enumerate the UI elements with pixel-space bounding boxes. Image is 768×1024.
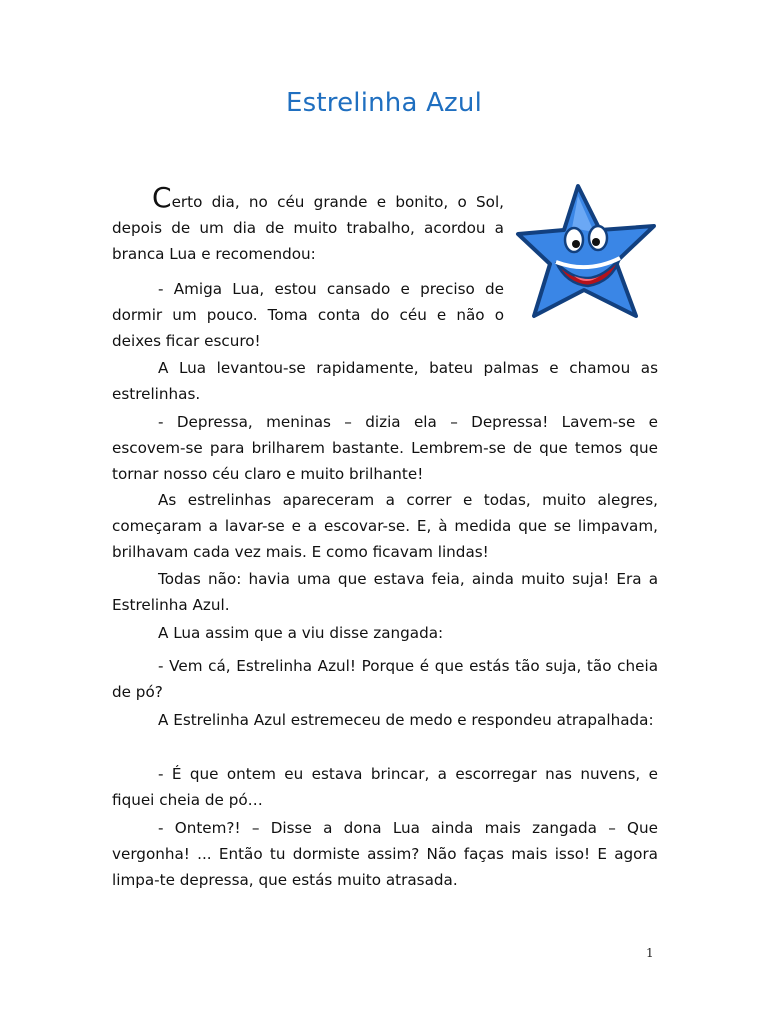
paragraph-7: A Lua assim que a viu disse zangada:: [158, 624, 444, 642]
paragraph-5: As estrelinhas apareceram a correr e todas, muito alegres, começaram a lavar-se e a escovar-se. E, à medida que se limpavam, brilhavam cada vez mais. E como ficavam lindas!: [112, 491, 658, 561]
paragraph-6: Todas não: havia uma que estava feia, ainda muito suja! Era a Estrelinha Azul.: [112, 570, 658, 614]
paragraph-3: A Lua levantou-se rapidamente, bateu palmas e chamou as estrelinhas.: [112, 359, 658, 403]
page-title: Estrelinha Azul: [285, 88, 483, 118]
paragraph-11: - Ontem?! – Disse a dona Lua ainda mais zangada – Que vergonha! ... Então tu dormiste assim? Não faças mais isso! E agora limpa-te depressa, que estás muito atrasada.: [112, 819, 658, 889]
paragraph-10: - É que ontem eu estava brincar, a escorregar nas nuvens, e fiquei cheia de pó…: [112, 765, 658, 809]
smiling-blue-star-icon: [512, 178, 662, 328]
paragraph-2: - Amiga Lua, estou cansado e preciso de dormir um pouco. Toma conta do céu e não o deixes ficar escuro!: [112, 280, 504, 350]
paragraph-4: - Depressa, meninas – dizia ela – Depressa! Lavem-se e escovem-se para brilharem bastante. Lembrem-se de que temos que tornar nosso céu claro e muito brilhante!: [112, 413, 658, 483]
paragraph-8: - Vem cá, Estrelinha Azul! Porque é que estás tão suja, tão cheia de pó?: [112, 657, 658, 701]
paragraph-1: Certo dia, no céu grande e bonito, o Sol, depois de um dia de muito trabalho, acordou a branca Lua e recomendou:: [112, 181, 504, 263]
paragraph-9: A Estrelinha Azul estremeceu de medo e respondeu atrapalhada:: [158, 711, 654, 729]
dropcap: C: [152, 181, 172, 214]
page-number: 1: [646, 946, 654, 960]
